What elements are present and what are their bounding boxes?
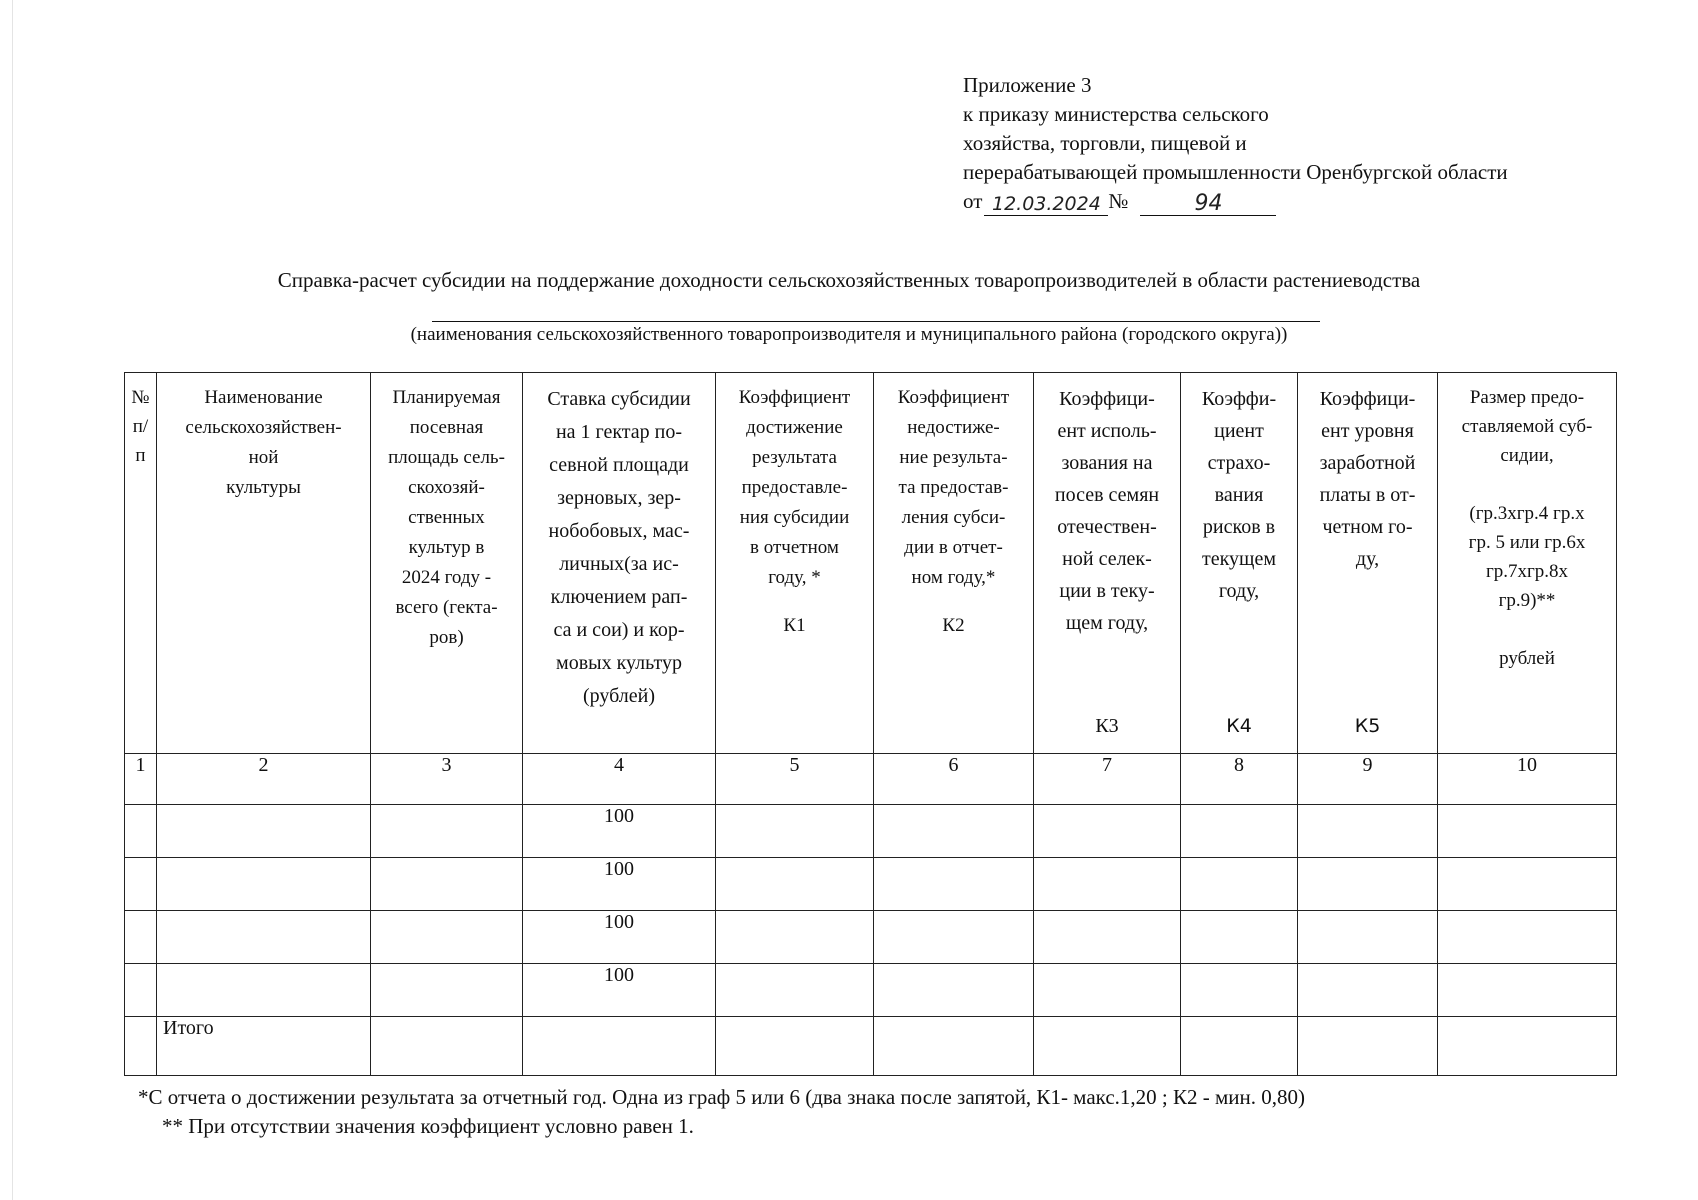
table-cell <box>157 805 371 858</box>
header-text: Размер предо- ставляемой суб- сидии, (гр.3хгр.4 гр.х гр. 5 или гр.6х гр.7хгр.8х гр.9)** рублей <box>1461 387 1593 669</box>
column-number-row <box>125 754 1617 805</box>
appendix-line: хозяйства, торговли, пищевой и <box>963 131 1247 155</box>
handwritten-number: 94 <box>1140 193 1276 216</box>
header-text: Коэффици- ент уровня заработной платы в от- четном го- ду, <box>1319 388 1416 570</box>
column-number: 1 <box>125 754 157 805</box>
table-cell <box>1181 1017 1298 1076</box>
rate-cell: 100 <box>523 805 716 858</box>
table-cell <box>157 911 371 964</box>
header-cell <box>1181 373 1298 754</box>
table-cell <box>716 964 874 1017</box>
table-cell <box>874 858 1034 911</box>
header-cell <box>1034 373 1181 754</box>
rate-cell: 100 <box>523 911 716 964</box>
table-cell <box>1034 911 1181 964</box>
table-cell <box>1181 858 1298 911</box>
appendix-line: перерабатывающей промышленности Оренбургской области <box>963 160 1508 184</box>
order-date-number <box>963 187 1508 216</box>
table-row <box>125 858 1617 911</box>
column-number: 8 <box>1181 754 1298 805</box>
total-label: Итого <box>157 1017 371 1076</box>
column-number: 3 <box>371 754 523 805</box>
table-cell <box>371 1017 523 1076</box>
table-row <box>125 911 1617 964</box>
table-cell <box>1181 964 1298 1017</box>
table-cell <box>1298 911 1438 964</box>
document-title: Справка-расчет субсидии на поддержание доходности сельскохозяйственных товаропроизводителей в области растениеводства <box>277 268 1421 292</box>
header-row <box>125 373 1617 754</box>
rate-cell: 100 <box>523 858 716 911</box>
column-number: 9 <box>1298 754 1438 805</box>
from-label: от <box>963 189 983 213</box>
table-cell <box>1438 1017 1617 1076</box>
footnotes <box>138 1083 1305 1141</box>
table-cell <box>1438 911 1617 964</box>
table-cell <box>1034 964 1181 1017</box>
table-cell <box>1181 805 1298 858</box>
table-cell <box>716 911 874 964</box>
footnote-1: *С отчета о достижении результата за отчетный год. Одна из граф 5 или 6 (два знака после запятой, К1- макс.1,20 ; К2 - мин. 0,80) <box>138 1085 1305 1109</box>
table-cell <box>125 1017 157 1076</box>
table-cell <box>874 805 1034 858</box>
total-row <box>125 1017 1617 1076</box>
table-cell <box>1298 1017 1438 1076</box>
table-cell <box>125 805 157 858</box>
table-cell <box>371 858 523 911</box>
footnote-2: ** При отсутствии значения коэффициент условно равен 1. <box>162 1114 694 1138</box>
column-number: 5 <box>716 754 874 805</box>
fill-in-caption: (наименования сельскохозяйственного товаропроизводителя и муниципального района (городского округа)) <box>410 324 1288 345</box>
header-text: Ставка субсидии на 1 гектар по- севной площади зерновых, зер- нобобовых, мас- личных(за ис- ключением рап- са и сои) и кор- мовых культур (рублей) <box>547 388 691 707</box>
header-text: Коэффи- циент страхо- вания рисков в текущем году, <box>1201 388 1277 602</box>
table-cell <box>716 1017 874 1076</box>
header-text: Коэффициент недостиже- ние результа- та предостав- ления субси- дии в отчет- ном году,* <box>897 387 1010 588</box>
column-number: 7 <box>1034 754 1181 805</box>
table-cell <box>523 1017 716 1076</box>
header-cell <box>125 373 157 754</box>
rate-cell: 100 <box>523 964 716 1017</box>
table-cell <box>1438 858 1617 911</box>
header-cell <box>716 373 874 754</box>
coefficient-label: К3 <box>1095 715 1119 737</box>
header-text: № п/ п <box>131 387 150 466</box>
column-number: 6 <box>874 754 1034 805</box>
column-number: 2 <box>157 754 371 805</box>
table-cell <box>371 964 523 1017</box>
coefficient-label: К5 <box>1354 715 1381 737</box>
table-cell <box>874 911 1034 964</box>
handwritten-date: 12.03.2024 <box>984 193 1108 216</box>
table-cell <box>1298 858 1438 911</box>
subsidy-table <box>124 372 1617 1076</box>
header-cell <box>371 373 523 754</box>
table-cell <box>1034 1017 1181 1076</box>
column-number: 10 <box>1438 754 1617 805</box>
header-text: Наименование сельскохозяйствен- ной культуры <box>185 387 342 498</box>
table-cell <box>1438 964 1617 1017</box>
table-cell <box>1298 805 1438 858</box>
table-cell <box>1298 964 1438 1017</box>
header-text: Планируемая посевная площадь сель- скохозяй- ственных культур в 2024 году - всего (гекта- ров) <box>388 387 505 648</box>
table-row <box>125 805 1617 858</box>
table-cell <box>874 1017 1034 1076</box>
table-cell <box>1438 805 1617 858</box>
table-cell <box>157 858 371 911</box>
table-cell <box>874 964 1034 1017</box>
appendix-header <box>963 71 1508 216</box>
table-cell <box>371 911 523 964</box>
table-cell <box>157 964 371 1017</box>
header-cell <box>1438 373 1617 754</box>
header-text: Коэффициент достижение результата предоставле- ния субсидии в отчетном году, * <box>738 387 851 588</box>
column-number: 4 <box>523 754 716 805</box>
table-cell <box>1034 858 1181 911</box>
header-text: Коэффици- ент исполь- зования на посев семян отечествен- ной селек- ции в теку- щем году, <box>1054 388 1160 634</box>
header-cell <box>523 373 716 754</box>
header-cell <box>1298 373 1438 754</box>
table-cell <box>125 858 157 911</box>
coefficient-label: К1 <box>783 615 806 636</box>
table-cell <box>1034 805 1181 858</box>
table-cell <box>371 805 523 858</box>
scan-edge <box>12 0 13 1200</box>
table-row <box>125 964 1617 1017</box>
appendix-line: к приказу министерства сельского <box>963 102 1269 126</box>
table-cell <box>1181 911 1298 964</box>
table-cell <box>125 964 157 1017</box>
coefficient-label: К2 <box>942 615 965 636</box>
table-cell <box>125 911 157 964</box>
coefficient-label: К4 <box>1226 715 1252 737</box>
table-cell <box>716 858 874 911</box>
header-cell <box>157 373 371 754</box>
fill-in-line <box>432 321 1320 322</box>
header-cell <box>874 373 1034 754</box>
appendix-line: Приложение 3 <box>963 73 1092 97</box>
table-cell <box>716 805 874 858</box>
number-label: № <box>1108 189 1129 213</box>
